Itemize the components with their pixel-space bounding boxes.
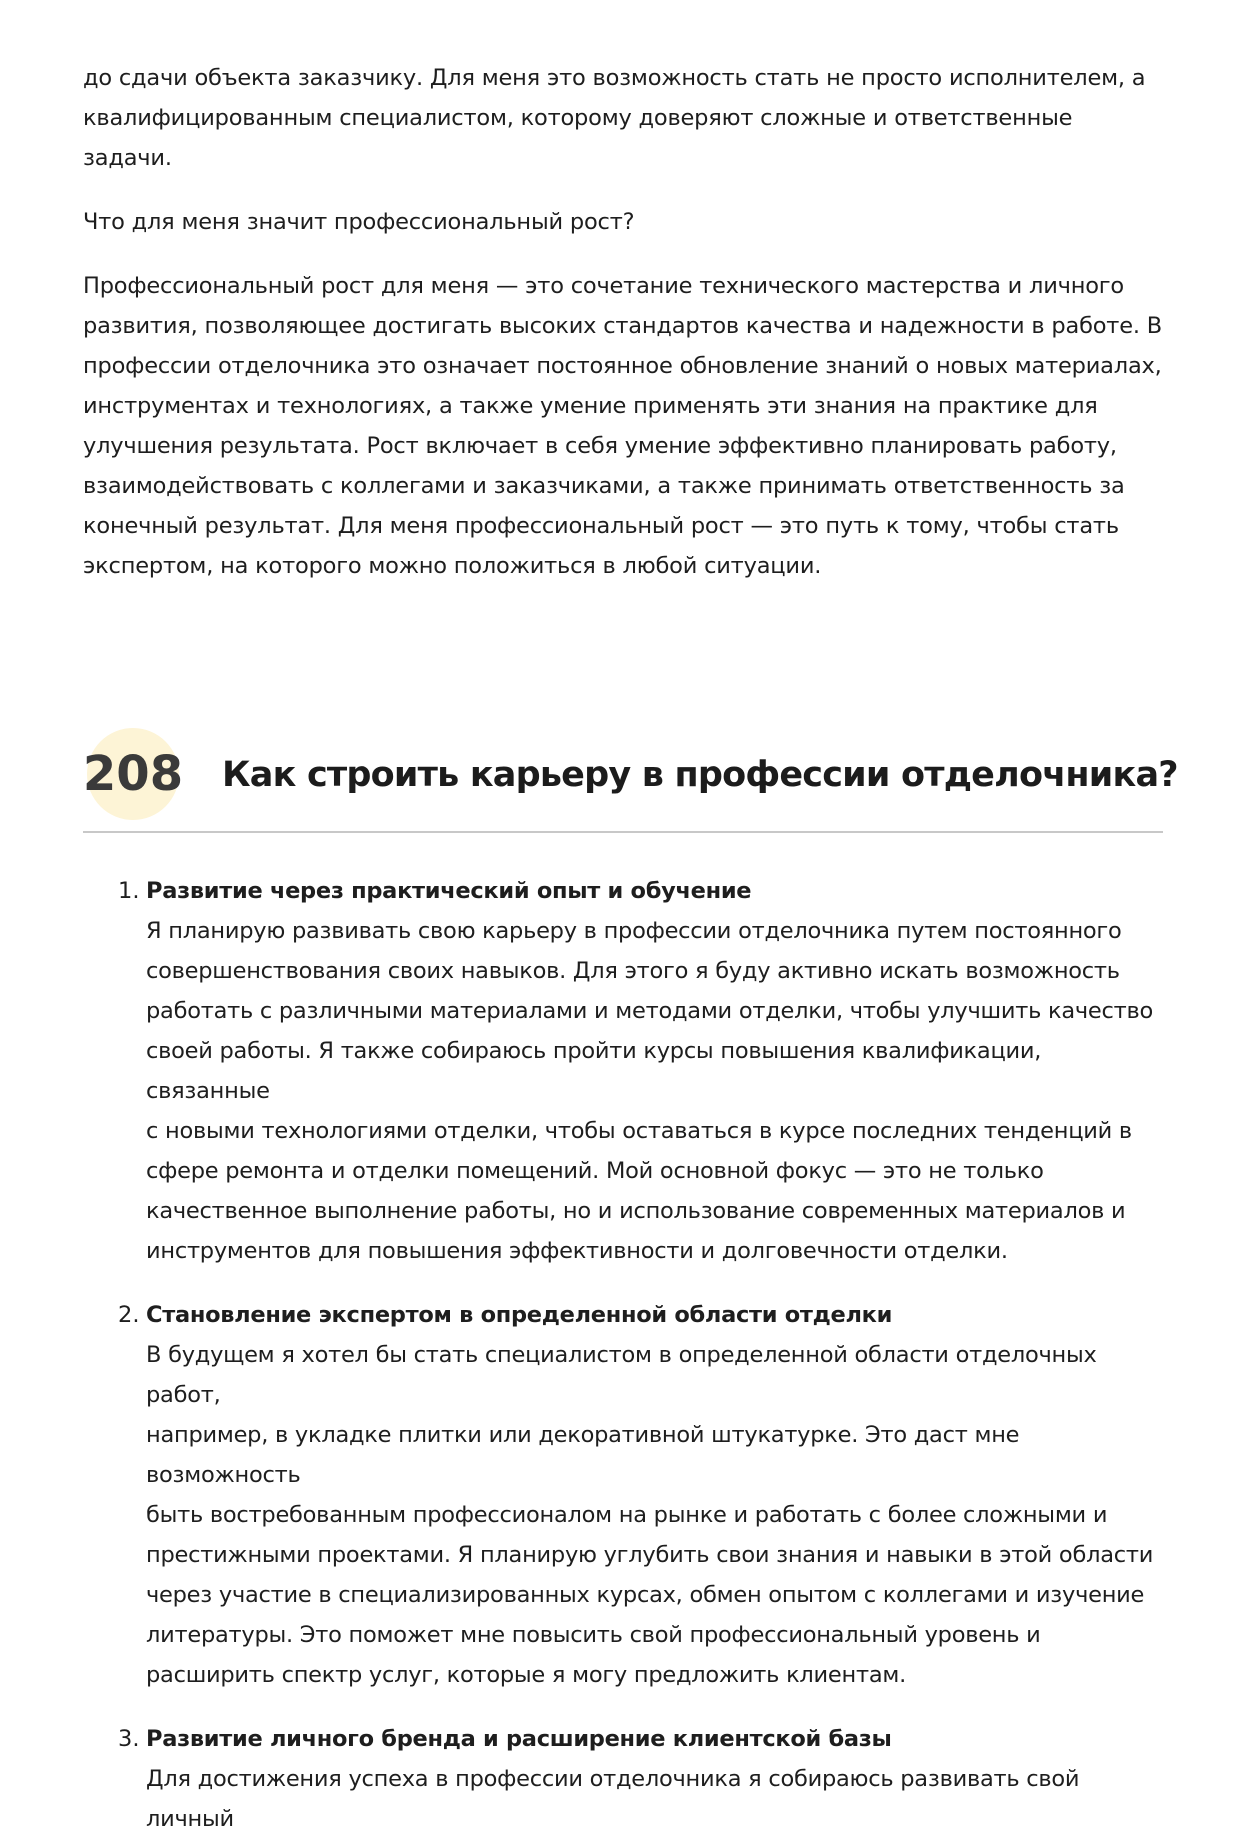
text-line: инструментах и технологиях, а также умение применять эти знания на практике для xyxy=(83,393,1098,419)
text-line: развития, позволяющее достигать высоких стандартов качества и надежности в работе. В xyxy=(83,313,1162,339)
list-item-title: Развитие личного бренда и расширение клиентской базы xyxy=(146,1726,892,1752)
text-line: Я планирую развивать свою карьеру в профессии отделочника путем постоянного xyxy=(146,918,1122,944)
intro-question xyxy=(83,202,1163,242)
intro-paragraph xyxy=(83,266,1163,586)
text-line: через участие в специализированных курсах, обмен опытом с коллегами и изучение xyxy=(146,1582,1145,1608)
section-heading xyxy=(82,723,1178,833)
intro-text xyxy=(83,58,1163,586)
text-line: быть востребованным профессионалом на рынке и работать с более сложными и xyxy=(146,1502,1108,1528)
text-line: сфере ремонта и отделки помещений. Мой основной фокус — это не только xyxy=(146,1158,1044,1184)
list-item-text xyxy=(146,1335,1163,1695)
list-item xyxy=(83,871,1163,1271)
text-line: Что для меня значит профессиональный рост? xyxy=(83,209,635,235)
text-line: качественное выполнение работы, но и использование современных материалов и xyxy=(146,1198,1126,1224)
list-marker: 1. xyxy=(118,878,140,904)
section-title: Как строить карьеру в профессии отделочника? xyxy=(222,755,1178,795)
section-number-badge xyxy=(82,728,184,820)
text-line: с новыми технологиями отделки, чтобы оставаться в курсе последних тенденций в xyxy=(146,1118,1132,1144)
text-line: экспертом, на которого можно положиться в любой ситуации. xyxy=(83,553,822,579)
list-item-text xyxy=(146,911,1163,1271)
text-line: работать с различными материалами и методами отделки, чтобы улучшить качество xyxy=(146,998,1154,1024)
text-line: расширить спектр услуг, которые я могу предложить клиентам. xyxy=(146,1662,906,1688)
list-item-text xyxy=(146,1759,1163,1839)
career-list xyxy=(83,871,1163,1839)
list-marker: 3. xyxy=(118,1726,140,1752)
text-line: совершенствования своих навыков. Для этого я буду активно искать возможность xyxy=(146,958,1120,984)
text-line: улучшения результата. Рост включает в себя умение эффективно планировать работу, xyxy=(83,433,1117,459)
text-line: Для достижения успеха в профессии отделочника я собираюсь развивать свой личный xyxy=(146,1766,1080,1832)
text-line: например, в укладке плитки или декоративной штукатурке. Это даст мне возможность xyxy=(146,1422,1020,1488)
text-line: литературы. Это поможет мне повысить свой профессиональный уровень и xyxy=(146,1622,1041,1648)
text-line: профессии отделочника это означает постоянное обновление знаний о новых материалах, xyxy=(83,353,1162,379)
text-line: взаимодействовать с коллегами и заказчиками, а также принимать ответственность за xyxy=(83,473,1125,499)
text-line: престижными проектами. Я планирую углубить свои знания и навыки в этой области xyxy=(146,1542,1154,1568)
list-item xyxy=(83,1719,1163,1839)
list-item-title: Становление экспертом в определенной области отделки xyxy=(146,1302,893,1328)
text-line: квалифицированным специалистом, которому доверяют сложные и ответственные задачи. xyxy=(83,105,1073,171)
text-line: конечный результат. Для меня профессиональный рост — это путь к тому, чтобы стать xyxy=(83,513,1119,539)
list-marker: 2. xyxy=(118,1302,140,1328)
text-line: Профессиональный рост для меня — это сочетание технического мастерства и личного xyxy=(83,273,1124,299)
list-item-title: Развитие через практический опыт и обучение xyxy=(146,878,752,904)
intro-paragraph xyxy=(83,58,1163,178)
text-line: до сдачи объекта заказчику. Для меня это возможность стать не просто исполнителем, а xyxy=(83,65,1146,91)
list-item xyxy=(83,1295,1163,1695)
text-line: В будущем я хотел бы стать специалистом в определенной области отделочных работ, xyxy=(146,1342,1097,1408)
section-number: 208 xyxy=(82,746,184,802)
text-line: инструментов для повышения эффективности и долговечности отделки. xyxy=(146,1238,1008,1264)
text-line: своей работы. Я также собираюсь пройти курсы повышения квалификации, связанные xyxy=(146,1038,1042,1104)
